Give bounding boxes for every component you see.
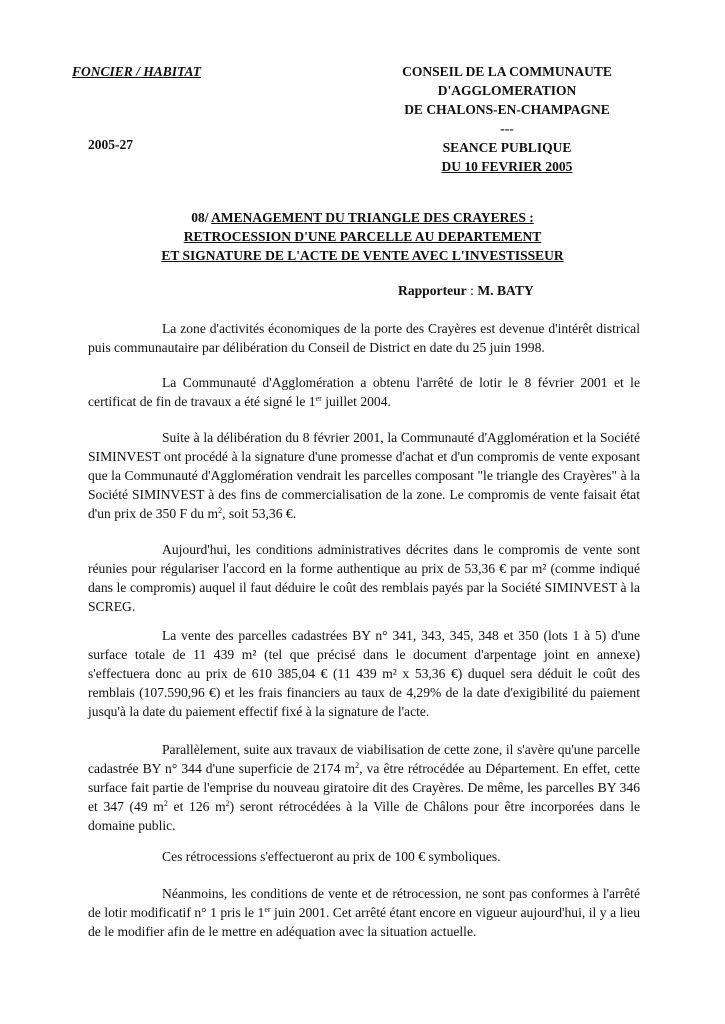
paragraph-1: La zone d'activités économiques de la porte des Crayères est devenue d'intérêt districal puis communautaire par délibération du Conseil de District en date du 25 juin 1998. (88, 321, 640, 355)
paragraph-5: La vente des parcelles cadastrées BY n° 341, 343, 345, 348 et 350 (lots 1 à 5) d'une surface totale de 11 439 m² (tel que précisé dans le document d'arpentage joint en annexe) s'effectuera donc au prix de 610 385,04 € (11 439 m² x 53,36 €) duquel sera déduit le coût des remblais (107.590,96 €) et les frais financiers au taux de 4,29% de la date d'exigibilité du paiement jusqu'à la date du paiement effectif fixé à la signature de l'acte. (88, 628, 640, 719)
paragraph-3: Suite à la délibération du 8 février 2001, la Communauté d'Agglomération et la Société SIMINVEST ont procédé à la signature d'une promesse d'achat et d'un compromis de vente exposant que la Communauté d'Agglomération vendrait les parcelles composant "le triangle des Crayères" à la Société SIMINVEST à des fins de commercialisation de la zone. Le compromis de vente faisait état d'un prix de 350 F du $m^2$, soit 53,36 €. (88, 430, 640, 521)
rapporteur (398, 281, 534, 300)
council-line-1: CONSEIL DE LA COMMUNAUTE (402, 64, 612, 79)
header-separator: --- (500, 121, 514, 136)
council-line-3: DE CHALONS-EN-CHAMPAGNE (404, 102, 610, 117)
paragraph-4: Aujourd'hui, les conditions administratives décrites dans le compromis de vente sont réunies pour régulariser l'accord en la forme authentique au prix de 53,36 € par m² (comme indiqué dans le compromis) auquel il faut déduire le coût des remblais payés par la Société SIMINVEST à la SCREG. (88, 542, 640, 614)
rapporteur-label: Rapporteur (398, 283, 467, 298)
title-line-2: RETROCESSION D'UNE PARCELLE AU DEPARTEMENT (183, 229, 542, 244)
title-number: 08/ (191, 210, 212, 225)
paragraph-2: La Communauté d'Agglomération a obtenu l'arrêté de lotir le 8 février 2001 et le certificat de fin de travaux a été signé le 1er juillet 2004. (88, 375, 640, 409)
council-block (372, 62, 642, 176)
reference-number: 2005-27 (88, 137, 133, 152)
session-label: SEANCE PUBLIQUE (442, 140, 572, 155)
session-date: DU 10 FEVRIER 2005 (441, 159, 573, 174)
paragraph-6: Parallèlement, suite aux travaux de viabilisation de cette zone, il s'avère qu'une parcelle cadastrée BY n° 344 d'une superficie de 2174 $m^2$, va être rétrocédée au Département. En effet, cette surface fait partie de l'emprise du nouveau giratoire dit des Crayères. De même, les parcelles BY 346 et 347 (49 $m^2$ et 126 $m^2$) seront rétrocédées à la Ville de Châlons pour être incorporées dans le domaine public. (88, 742, 640, 833)
paragraph-8: Néanmoins, les conditions de vente et de rétrocession, ne sont pas conformes à l'arrêté de lotir modificatif n° 1 pris le 1er juin 2001. Cet arrêté étant encore en vigueur aujourd'hui, il y a lieu de le modifier afin de le mettre en adéquation avec la situation actuelle. (88, 886, 640, 939)
section-label: FONCIER / HABITAT (72, 64, 202, 79)
title-line-3: ET SIGNATURE DE L'ACTE DE VENTE AVEC L'INVESTISSEUR (161, 248, 564, 263)
paragraph-7: Ces rétrocessions s'effectueront au prix de 100 € symboliques. (162, 849, 501, 864)
document-title (60, 208, 665, 265)
council-line-2: D'AGGLOMERATION (437, 83, 577, 98)
rapporteur-name: M. BATY (477, 283, 534, 298)
title-line-1: AMENAGEMENT DU TRIANGLE DES CRAYERES : (211, 210, 534, 225)
rapporteur-separator: : (466, 283, 478, 298)
